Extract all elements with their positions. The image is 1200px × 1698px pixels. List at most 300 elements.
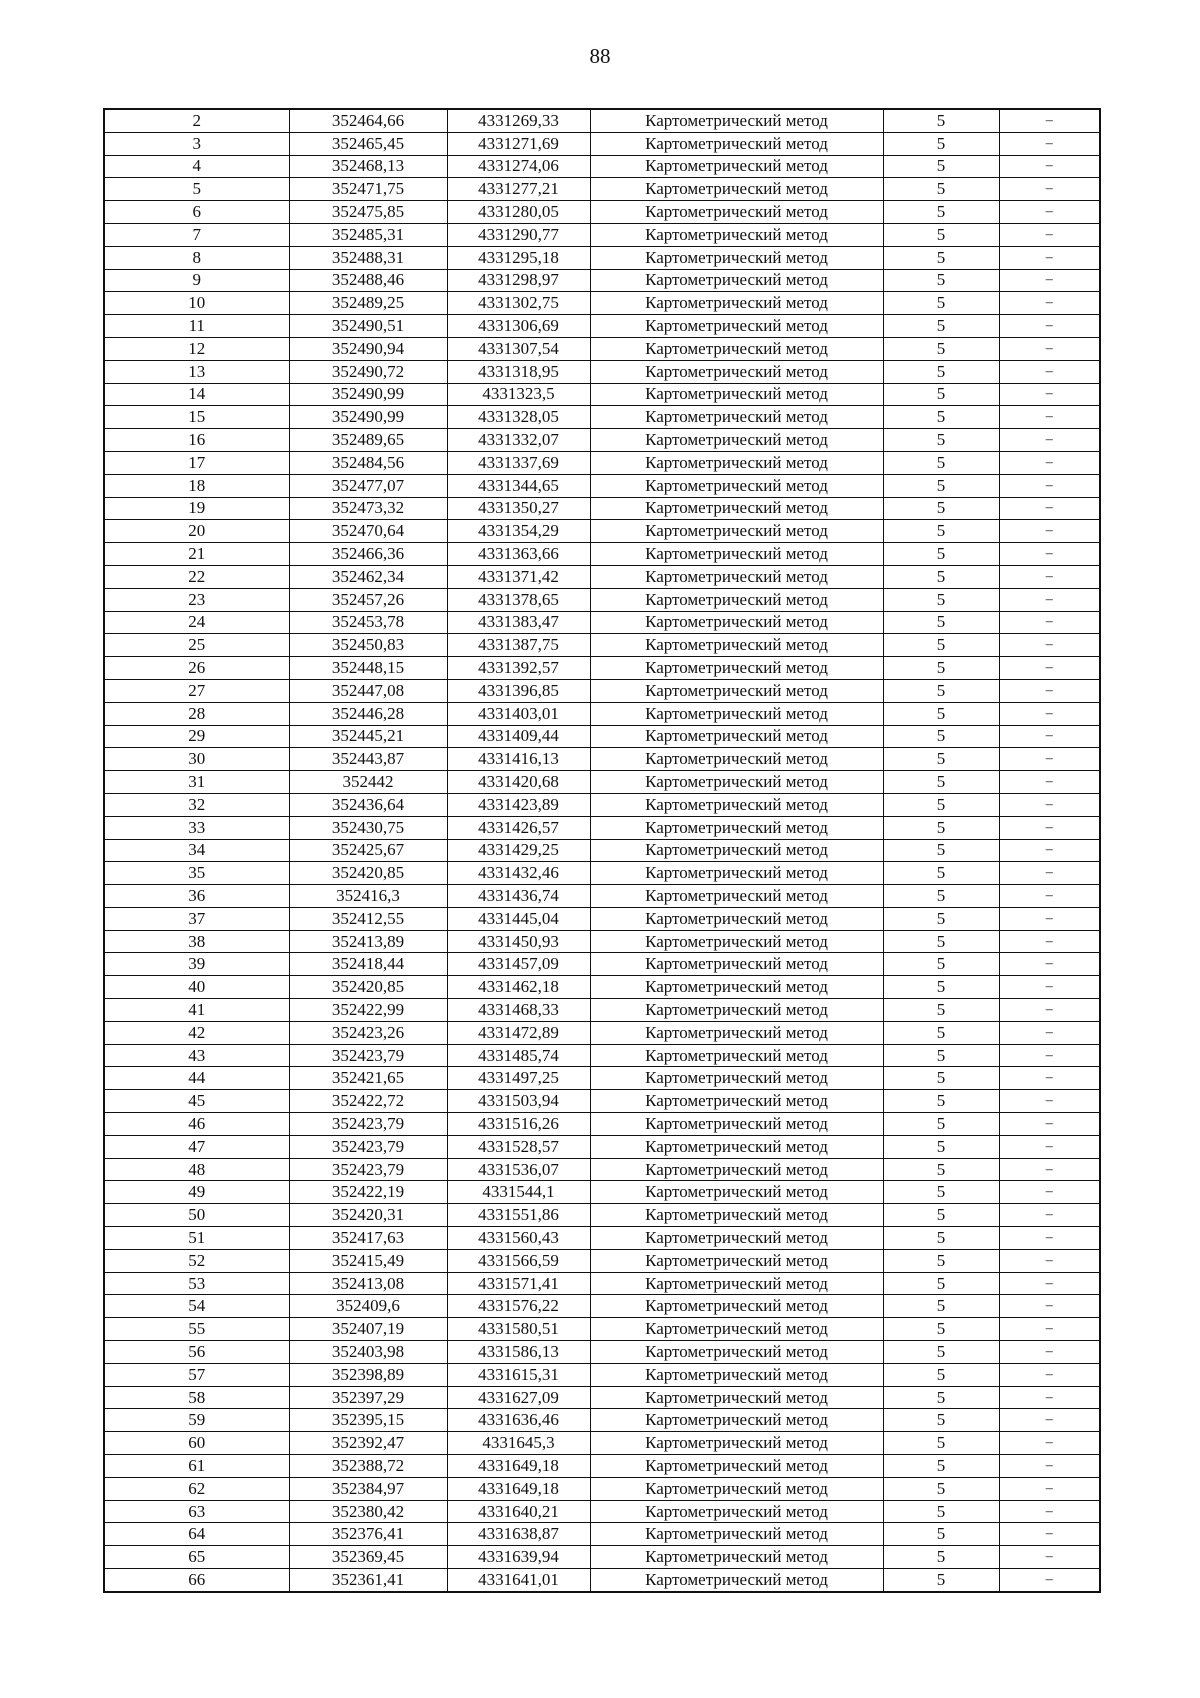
note-cell: – <box>999 543 1100 566</box>
table-row <box>104 269 1100 292</box>
table-body <box>104 109 1100 1592</box>
y-coordinate-cell: 4331271,69 <box>447 132 590 155</box>
x-coordinate-cell: 352425,67 <box>289 839 447 862</box>
table-row <box>104 1523 1100 1546</box>
point-number-cell: 45 <box>104 1090 289 1113</box>
method-cell: Картометрический метод <box>590 1295 883 1318</box>
y-coordinate-cell: 4331429,25 <box>447 839 590 862</box>
accuracy-cell: 5 <box>883 223 999 246</box>
x-coordinate-cell: 352464,66 <box>289 109 447 132</box>
accuracy-cell: 5 <box>883 1432 999 1455</box>
x-coordinate-cell: 352422,19 <box>289 1181 447 1204</box>
y-coordinate-cell: 4331277,21 <box>447 178 590 201</box>
x-coordinate-cell: 352462,34 <box>289 565 447 588</box>
note-cell: – <box>999 269 1100 292</box>
table-row <box>104 839 1100 862</box>
point-number-cell: 7 <box>104 223 289 246</box>
x-coordinate-cell: 352418,44 <box>289 953 447 976</box>
note-cell: – <box>999 1318 1100 1341</box>
table-row <box>104 1295 1100 1318</box>
accuracy-cell: 5 <box>883 565 999 588</box>
point-number-cell: 31 <box>104 771 289 794</box>
table-row <box>104 1455 1100 1478</box>
x-coordinate-cell: 352450,83 <box>289 634 447 657</box>
x-coordinate-cell: 352392,47 <box>289 1432 447 1455</box>
accuracy-cell: 5 <box>883 1021 999 1044</box>
note-cell: – <box>999 429 1100 452</box>
x-coordinate-cell: 352484,56 <box>289 451 447 474</box>
method-cell: Картометрический метод <box>590 406 883 429</box>
point-number-cell: 58 <box>104 1386 289 1409</box>
y-coordinate-cell: 4331269,33 <box>447 109 590 132</box>
table-row <box>104 1432 1100 1455</box>
accuracy-cell: 5 <box>883 1386 999 1409</box>
x-coordinate-cell: 352398,89 <box>289 1363 447 1386</box>
table-row <box>104 930 1100 953</box>
table-row <box>104 999 1100 1022</box>
accuracy-cell: 5 <box>883 1546 999 1569</box>
y-coordinate-cell: 4331426,57 <box>447 816 590 839</box>
x-coordinate-cell: 352422,99 <box>289 999 447 1022</box>
x-coordinate-cell: 352423,79 <box>289 1113 447 1136</box>
x-coordinate-cell: 352490,51 <box>289 315 447 338</box>
point-number-cell: 38 <box>104 930 289 953</box>
method-cell: Картометрический метод <box>590 1341 883 1364</box>
accuracy-cell: 5 <box>883 178 999 201</box>
accuracy-cell: 5 <box>883 1409 999 1432</box>
point-number-cell: 48 <box>104 1158 289 1181</box>
method-cell: Картометрический метод <box>590 360 883 383</box>
table-row <box>104 1090 1100 1113</box>
method-cell: Картометрический метод <box>590 201 883 224</box>
x-coordinate-cell: 352453,78 <box>289 611 447 634</box>
accuracy-cell: 5 <box>883 451 999 474</box>
note-cell: – <box>999 839 1100 862</box>
method-cell: Картометрический метод <box>590 337 883 360</box>
y-coordinate-cell: 4331615,31 <box>447 1363 590 1386</box>
table-row <box>104 1546 1100 1569</box>
method-cell: Картометрический метод <box>590 1500 883 1523</box>
y-coordinate-cell: 4331344,65 <box>447 474 590 497</box>
method-cell: Картометрический метод <box>590 816 883 839</box>
y-coordinate-cell: 4331627,09 <box>447 1386 590 1409</box>
y-coordinate-cell: 4331485,74 <box>447 1044 590 1067</box>
point-number-cell: 28 <box>104 702 289 725</box>
method-cell: Картометрический метод <box>590 132 883 155</box>
y-coordinate-cell: 4331639,94 <box>447 1546 590 1569</box>
x-coordinate-cell: 352446,28 <box>289 702 447 725</box>
note-cell: – <box>999 520 1100 543</box>
x-coordinate-cell: 352471,75 <box>289 178 447 201</box>
note-cell: – <box>999 337 1100 360</box>
method-cell: Картометрический метод <box>590 907 883 930</box>
accuracy-cell: 5 <box>883 1363 999 1386</box>
x-coordinate-cell: 352490,99 <box>289 406 447 429</box>
table-row <box>104 1158 1100 1181</box>
x-coordinate-cell: 352443,87 <box>289 748 447 771</box>
point-number-cell: 19 <box>104 497 289 520</box>
y-coordinate-cell: 4331387,75 <box>447 634 590 657</box>
x-coordinate-cell: 352423,26 <box>289 1021 447 1044</box>
point-number-cell: 60 <box>104 1432 289 1455</box>
accuracy-cell: 5 <box>883 337 999 360</box>
method-cell: Картометрический метод <box>590 611 883 634</box>
point-number-cell: 11 <box>104 315 289 338</box>
x-coordinate-cell: 352422,72 <box>289 1090 447 1113</box>
method-cell: Картометрический метод <box>590 1044 883 1067</box>
accuracy-cell: 5 <box>883 269 999 292</box>
method-cell: Картометрический метод <box>590 839 883 862</box>
y-coordinate-cell: 4331409,44 <box>447 725 590 748</box>
accuracy-cell: 5 <box>883 520 999 543</box>
table-row <box>104 702 1100 725</box>
method-cell: Картометрический метод <box>590 976 883 999</box>
point-number-cell: 47 <box>104 1135 289 1158</box>
x-coordinate-cell: 352420,31 <box>289 1204 447 1227</box>
accuracy-cell: 5 <box>883 793 999 816</box>
method-cell: Картометрический метод <box>590 657 883 680</box>
method-cell: Картометрический метод <box>590 1090 883 1113</box>
x-coordinate-cell: 352407,19 <box>289 1318 447 1341</box>
x-coordinate-cell: 352447,08 <box>289 679 447 702</box>
table-row <box>104 565 1100 588</box>
accuracy-cell: 5 <box>883 1455 999 1478</box>
table-row <box>104 679 1100 702</box>
accuracy-cell: 5 <box>883 976 999 999</box>
accuracy-cell: 5 <box>883 1158 999 1181</box>
method-cell: Картометрический метод <box>590 1113 883 1136</box>
y-coordinate-cell: 4331649,18 <box>447 1477 590 1500</box>
note-cell: – <box>999 565 1100 588</box>
method-cell: Картометрический метод <box>590 1204 883 1227</box>
note-cell: – <box>999 725 1100 748</box>
point-number-cell: 6 <box>104 201 289 224</box>
note-cell: – <box>999 1135 1100 1158</box>
x-coordinate-cell: 352488,46 <box>289 269 447 292</box>
x-coordinate-cell: 352489,25 <box>289 292 447 315</box>
x-coordinate-cell: 352420,85 <box>289 976 447 999</box>
x-coordinate-cell: 352490,99 <box>289 383 447 406</box>
table-row <box>104 793 1100 816</box>
accuracy-cell: 5 <box>883 999 999 1022</box>
method-cell: Картометрический метод <box>590 1318 883 1341</box>
x-coordinate-cell: 352423,79 <box>289 1135 447 1158</box>
table-row <box>104 451 1100 474</box>
y-coordinate-cell: 4331497,25 <box>447 1067 590 1090</box>
point-number-cell: 59 <box>104 1409 289 1432</box>
x-coordinate-cell: 352485,31 <box>289 223 447 246</box>
accuracy-cell: 5 <box>883 1181 999 1204</box>
y-coordinate-cell: 4331586,13 <box>447 1341 590 1364</box>
y-coordinate-cell: 4331551,86 <box>447 1204 590 1227</box>
note-cell: – <box>999 1386 1100 1409</box>
point-number-cell: 14 <box>104 383 289 406</box>
point-number-cell: 2 <box>104 109 289 132</box>
table-row <box>104 1249 1100 1272</box>
table-row <box>104 1181 1100 1204</box>
table-row <box>104 953 1100 976</box>
y-coordinate-cell: 4331383,47 <box>447 611 590 634</box>
point-number-cell: 18 <box>104 474 289 497</box>
note-cell: – <box>999 657 1100 680</box>
accuracy-cell: 5 <box>883 1227 999 1250</box>
x-coordinate-cell: 352475,85 <box>289 201 447 224</box>
table-row <box>104 1500 1100 1523</box>
table-row <box>104 725 1100 748</box>
accuracy-cell: 5 <box>883 1113 999 1136</box>
table-row <box>104 1067 1100 1090</box>
table-row <box>104 223 1100 246</box>
x-coordinate-cell: 352421,65 <box>289 1067 447 1090</box>
page-number: 88 <box>589 44 611 68</box>
note-cell: – <box>999 862 1100 885</box>
method-cell: Картометрический метод <box>590 383 883 406</box>
table-row <box>104 155 1100 178</box>
point-number-cell: 41 <box>104 999 289 1022</box>
note-cell: – <box>999 1295 1100 1318</box>
point-number-cell: 23 <box>104 588 289 611</box>
note-cell: – <box>999 1249 1100 1272</box>
point-number-cell: 25 <box>104 634 289 657</box>
accuracy-cell: 5 <box>883 862 999 885</box>
accuracy-cell: 5 <box>883 679 999 702</box>
accuracy-cell: 5 <box>883 1272 999 1295</box>
note-cell: – <box>999 930 1100 953</box>
table-row <box>104 315 1100 338</box>
method-cell: Картометрический метод <box>590 1249 883 1272</box>
method-cell: Картометрический метод <box>590 885 883 908</box>
y-coordinate-cell: 4331649,18 <box>447 1455 590 1478</box>
method-cell: Картометрический метод <box>590 543 883 566</box>
y-coordinate-cell: 4331306,69 <box>447 315 590 338</box>
y-coordinate-cell: 4331462,18 <box>447 976 590 999</box>
table-row <box>104 1113 1100 1136</box>
point-number-cell: 49 <box>104 1181 289 1204</box>
y-coordinate-cell: 4331645,3 <box>447 1432 590 1455</box>
point-number-cell: 66 <box>104 1569 289 1592</box>
method-cell: Картометрический метод <box>590 771 883 794</box>
x-coordinate-cell: 352489,65 <box>289 429 447 452</box>
y-coordinate-cell: 4331571,41 <box>447 1272 590 1295</box>
x-coordinate-cell: 352488,31 <box>289 246 447 269</box>
method-cell: Картометрический метод <box>590 588 883 611</box>
point-number-cell: 52 <box>104 1249 289 1272</box>
table-row <box>104 1363 1100 1386</box>
method-cell: Картометрический метод <box>590 1363 883 1386</box>
accuracy-cell: 5 <box>883 725 999 748</box>
note-cell: – <box>999 474 1100 497</box>
y-coordinate-cell: 4331423,89 <box>447 793 590 816</box>
y-coordinate-cell: 4331274,06 <box>447 155 590 178</box>
method-cell: Картометрический метод <box>590 269 883 292</box>
accuracy-cell: 5 <box>883 383 999 406</box>
method-cell: Картометрический метод <box>590 1135 883 1158</box>
accuracy-cell: 5 <box>883 588 999 611</box>
y-coordinate-cell: 4331516,26 <box>447 1113 590 1136</box>
x-coordinate-cell: 352468,13 <box>289 155 447 178</box>
point-number-cell: 61 <box>104 1455 289 1478</box>
accuracy-cell: 5 <box>883 1090 999 1113</box>
note-cell: – <box>999 1523 1100 1546</box>
method-cell: Картометрический метод <box>590 1409 883 1432</box>
table-row <box>104 1044 1100 1067</box>
note-cell: – <box>999 1546 1100 1569</box>
y-coordinate-cell: 4331363,66 <box>447 543 590 566</box>
note-cell: – <box>999 885 1100 908</box>
note-cell: – <box>999 223 1100 246</box>
method-cell: Картометрический метод <box>590 178 883 201</box>
y-coordinate-cell: 4331328,05 <box>447 406 590 429</box>
x-coordinate-cell: 352448,15 <box>289 657 447 680</box>
y-coordinate-cell: 4331318,95 <box>447 360 590 383</box>
table-row <box>104 360 1100 383</box>
method-cell: Картометрический метод <box>590 1386 883 1409</box>
accuracy-cell: 5 <box>883 109 999 132</box>
y-coordinate-cell: 4331295,18 <box>447 246 590 269</box>
x-coordinate-cell: 352376,41 <box>289 1523 447 1546</box>
method-cell: Картометрический метод <box>590 429 883 452</box>
x-coordinate-cell: 352416,3 <box>289 885 447 908</box>
note-cell: – <box>999 1569 1100 1592</box>
table-row <box>104 1318 1100 1341</box>
table-row <box>104 201 1100 224</box>
point-number-cell: 64 <box>104 1523 289 1546</box>
y-coordinate-cell: 4331396,85 <box>447 679 590 702</box>
x-coordinate-cell: 352442 <box>289 771 447 794</box>
note-cell: – <box>999 360 1100 383</box>
note-cell: – <box>999 178 1100 201</box>
y-coordinate-cell: 4331638,87 <box>447 1523 590 1546</box>
y-coordinate-cell: 4331468,33 <box>447 999 590 1022</box>
table-row <box>104 178 1100 201</box>
point-number-cell: 43 <box>104 1044 289 1067</box>
accuracy-cell: 5 <box>883 132 999 155</box>
x-coordinate-cell: 352413,08 <box>289 1272 447 1295</box>
y-coordinate-cell: 4331323,5 <box>447 383 590 406</box>
method-cell: Картометрический метод <box>590 953 883 976</box>
method-cell: Картометрический метод <box>590 999 883 1022</box>
x-coordinate-cell: 352436,64 <box>289 793 447 816</box>
accuracy-cell: 5 <box>883 1044 999 1067</box>
accuracy-cell: 5 <box>883 1477 999 1500</box>
method-cell: Картометрический метод <box>590 1546 883 1569</box>
y-coordinate-cell: 4331298,97 <box>447 269 590 292</box>
y-coordinate-cell: 4331536,07 <box>447 1158 590 1181</box>
table-row <box>104 109 1100 132</box>
y-coordinate-cell: 4331580,51 <box>447 1318 590 1341</box>
x-coordinate-cell: 352470,64 <box>289 520 447 543</box>
note-cell: – <box>999 497 1100 520</box>
x-coordinate-cell: 352415,49 <box>289 1249 447 1272</box>
y-coordinate-cell: 4331566,59 <box>447 1249 590 1272</box>
x-coordinate-cell: 352477,07 <box>289 474 447 497</box>
point-number-cell: 3 <box>104 132 289 155</box>
y-coordinate-cell: 4331503,94 <box>447 1090 590 1113</box>
y-coordinate-cell: 4331641,01 <box>447 1569 590 1592</box>
y-coordinate-cell: 4331392,57 <box>447 657 590 680</box>
point-number-cell: 33 <box>104 816 289 839</box>
note-cell: – <box>999 1021 1100 1044</box>
accuracy-cell: 5 <box>883 1500 999 1523</box>
x-coordinate-cell: 352397,29 <box>289 1386 447 1409</box>
point-number-cell: 40 <box>104 976 289 999</box>
note-cell: – <box>999 611 1100 634</box>
accuracy-cell: 5 <box>883 748 999 771</box>
point-number-cell: 24 <box>104 611 289 634</box>
note-cell: – <box>999 109 1100 132</box>
table-row <box>104 474 1100 497</box>
accuracy-cell: 5 <box>883 360 999 383</box>
point-number-cell: 8 <box>104 246 289 269</box>
point-number-cell: 9 <box>104 269 289 292</box>
accuracy-cell: 5 <box>883 1318 999 1341</box>
point-number-cell: 53 <box>104 1272 289 1295</box>
note-cell: – <box>999 1181 1100 1204</box>
table-row <box>104 1135 1100 1158</box>
point-number-cell: 16 <box>104 429 289 452</box>
point-number-cell: 39 <box>104 953 289 976</box>
x-coordinate-cell: 352380,42 <box>289 1500 447 1523</box>
x-coordinate-cell: 352384,97 <box>289 1477 447 1500</box>
point-number-cell: 17 <box>104 451 289 474</box>
table-row <box>104 1204 1100 1227</box>
accuracy-cell: 5 <box>883 907 999 930</box>
accuracy-cell: 5 <box>883 497 999 520</box>
point-number-cell: 62 <box>104 1477 289 1500</box>
note-cell: – <box>999 748 1100 771</box>
table-row <box>104 976 1100 999</box>
table-row <box>104 907 1100 930</box>
accuracy-cell: 5 <box>883 155 999 178</box>
y-coordinate-cell: 4331307,54 <box>447 337 590 360</box>
table-row <box>104 1272 1100 1295</box>
method-cell: Картометрический метод <box>590 1021 883 1044</box>
accuracy-cell: 5 <box>883 702 999 725</box>
accuracy-cell: 5 <box>883 839 999 862</box>
accuracy-cell: 5 <box>883 1341 999 1364</box>
note-cell: – <box>999 1227 1100 1250</box>
y-coordinate-cell: 4331636,46 <box>447 1409 590 1432</box>
accuracy-cell: 5 <box>883 1204 999 1227</box>
note-cell: – <box>999 1341 1100 1364</box>
accuracy-cell: 5 <box>883 634 999 657</box>
x-coordinate-cell: 352395,15 <box>289 1409 447 1432</box>
point-number-cell: 46 <box>104 1113 289 1136</box>
table-row <box>104 1409 1100 1432</box>
method-cell: Картометрический метод <box>590 793 883 816</box>
note-cell: – <box>999 451 1100 474</box>
method-cell: Картометрический метод <box>590 1455 883 1478</box>
note-cell: – <box>999 1500 1100 1523</box>
y-coordinate-cell: 4331436,74 <box>447 885 590 908</box>
coordinates-table <box>103 108 1101 1593</box>
accuracy-cell: 5 <box>883 930 999 953</box>
table-row <box>104 1477 1100 1500</box>
point-number-cell: 51 <box>104 1227 289 1250</box>
x-coordinate-cell: 352445,21 <box>289 725 447 748</box>
method-cell: Картометрический метод <box>590 155 883 178</box>
point-number-cell: 29 <box>104 725 289 748</box>
method-cell: Картометрический метод <box>590 748 883 771</box>
x-coordinate-cell: 352417,63 <box>289 1227 447 1250</box>
point-number-cell: 50 <box>104 1204 289 1227</box>
method-cell: Картометрический метод <box>590 451 883 474</box>
note-cell: – <box>999 588 1100 611</box>
y-coordinate-cell: 4331378,65 <box>447 588 590 611</box>
note-cell: – <box>999 702 1100 725</box>
x-coordinate-cell: 352466,36 <box>289 543 447 566</box>
method-cell: Картометрический метод <box>590 497 883 520</box>
